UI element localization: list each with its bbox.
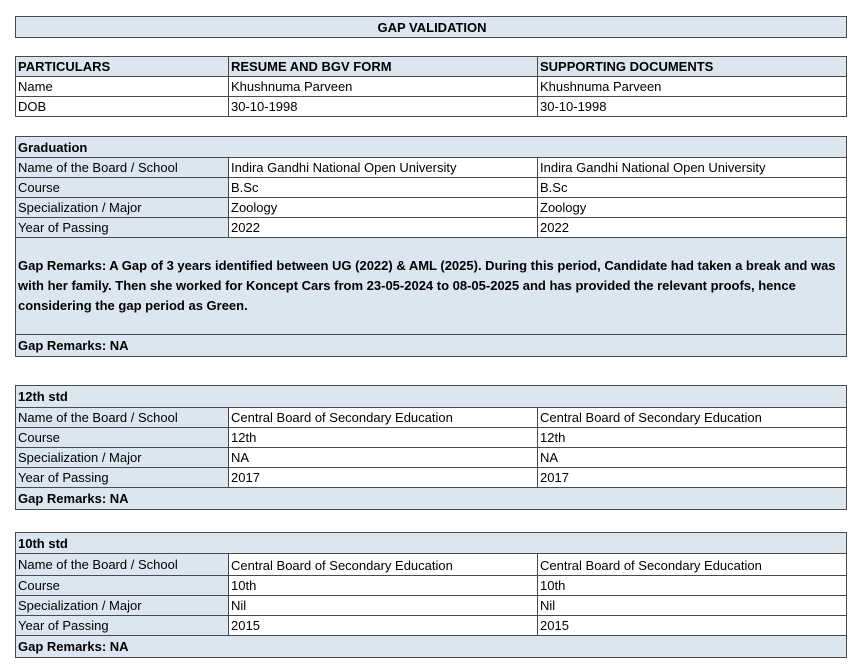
row-resume: 30-10-1998 (229, 97, 538, 117)
std12-table (15, 385, 847, 510)
std10-table (15, 532, 847, 658)
row-label: Year of Passing (16, 616, 229, 636)
row-label: Name of the Board / School (16, 554, 229, 576)
row-resume: 2015 (229, 616, 538, 636)
particulars-table (15, 56, 847, 117)
row-docs: Central Board of Secondary Education (538, 554, 847, 576)
table-row (16, 468, 847, 488)
row-resume: 2022 (229, 218, 538, 238)
row-label: Name of the Board / School (16, 408, 229, 428)
gap-remarks-detail: Gap Remarks: A Gap of 3 years identified between UG (2022) & AML (2025). During this period, Candidate had taken a break and was with her family. Then she worked for Koncept Cars from 23-05-2024 to 08-05-2025 and has provided the relevant proofs, hence considering the gap period as Green. (16, 238, 847, 335)
row-docs: 2017 (538, 468, 847, 488)
row-docs: Khushnuma Parveen (538, 77, 847, 97)
row-resume: Central Board of Secondary Education (229, 408, 538, 428)
section-title-10th: 10th std (16, 533, 847, 554)
row-resume: 2017 (229, 468, 538, 488)
header-particulars: PARTICULARS (16, 57, 229, 77)
row-resume: 12th (229, 428, 538, 448)
row-label: Specialization / Major (16, 596, 229, 616)
gap-remarks: Gap Remarks: NA (16, 636, 847, 658)
graduation-table (15, 136, 847, 357)
row-label: Course (16, 576, 229, 596)
title-table (15, 16, 847, 38)
table-row (16, 77, 847, 97)
row-label: Specialization / Major (16, 448, 229, 468)
row-resume: Nil (229, 596, 538, 616)
table-row (16, 428, 847, 448)
section-title-12th: 12th std (16, 386, 847, 408)
row-docs: Nil (538, 596, 847, 616)
row-docs: B.Sc (538, 178, 847, 198)
section-title-graduation: Graduation (16, 137, 847, 158)
table-row (16, 616, 847, 636)
row-docs: 2022 (538, 218, 847, 238)
table-row (16, 158, 847, 178)
table-row (16, 596, 847, 616)
page-title: GAP VALIDATION (16, 17, 847, 38)
row-docs: 30-10-1998 (538, 97, 847, 117)
gap-remarks: Gap Remarks: NA (16, 488, 847, 510)
row-label: Course (16, 178, 229, 198)
row-resume: Indira Gandhi National Open University (229, 158, 538, 178)
table-row (16, 218, 847, 238)
row-label: DOB (16, 97, 229, 117)
row-label: Year of Passing (16, 218, 229, 238)
row-docs: NA (538, 448, 847, 468)
row-resume: B.Sc (229, 178, 538, 198)
row-docs: Central Board of Secondary Education (538, 408, 847, 428)
header-docs: SUPPORTING DOCUMENTS (538, 57, 847, 77)
row-label: Name of the Board / School (16, 158, 229, 178)
table-row (16, 408, 847, 428)
gap-remarks: Gap Remarks: NA (16, 335, 847, 357)
header-row (16, 57, 847, 77)
table-row (16, 178, 847, 198)
row-docs: 2015 (538, 616, 847, 636)
table-row (16, 554, 847, 576)
table-row (16, 448, 847, 468)
header-resume: RESUME AND BGV FORM (229, 57, 538, 77)
row-label: Specialization / Major (16, 198, 229, 218)
row-label: Year of Passing (16, 468, 229, 488)
row-label: Name (16, 77, 229, 97)
row-resume: 10th (229, 576, 538, 596)
table-row (16, 198, 847, 218)
table-row (16, 576, 847, 596)
row-resume: Zoology (229, 198, 538, 218)
row-docs: 10th (538, 576, 847, 596)
row-docs: Zoology (538, 198, 847, 218)
row-label: Course (16, 428, 229, 448)
row-docs: 12th (538, 428, 847, 448)
row-docs: Indira Gandhi National Open University (538, 158, 847, 178)
row-resume: NA (229, 448, 538, 468)
table-row (16, 97, 847, 117)
row-resume: Central Board of Secondary Education (229, 554, 538, 576)
row-resume: Khushnuma Parveen (229, 77, 538, 97)
